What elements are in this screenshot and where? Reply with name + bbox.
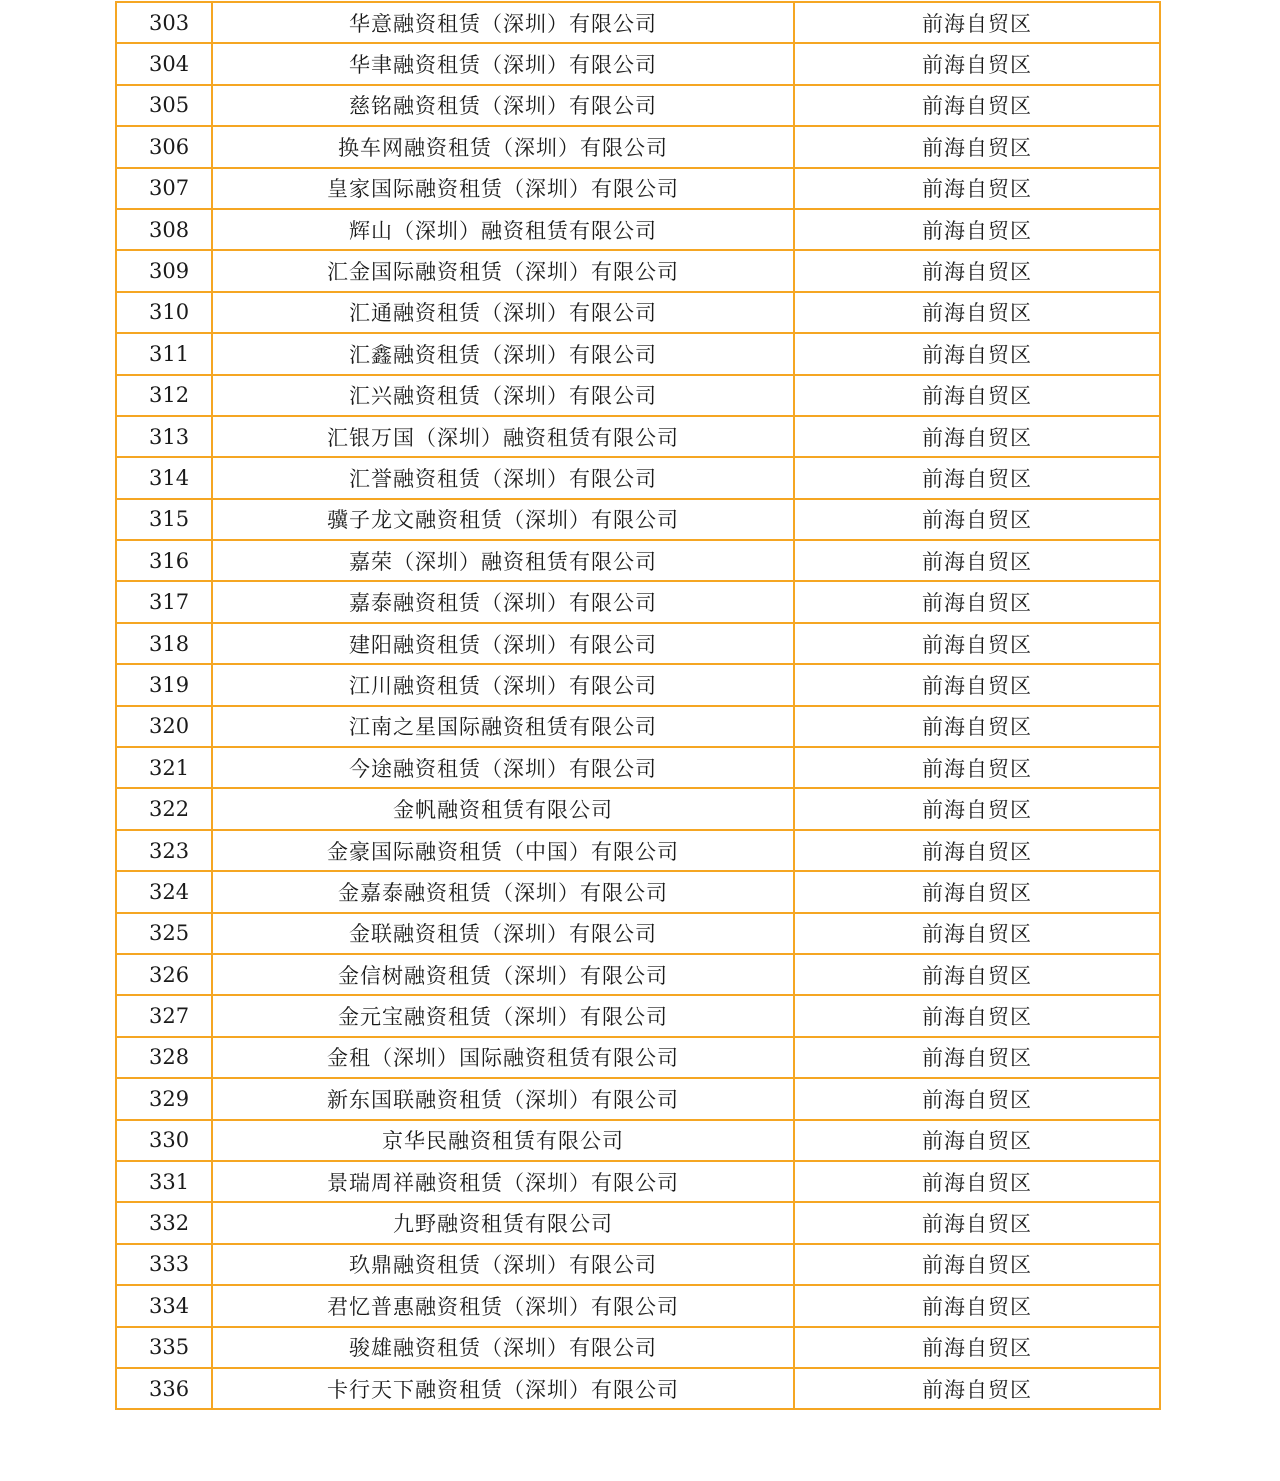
table-row [116, 954, 1160, 995]
table-row [116, 706, 1160, 747]
company-name: 金帆融资租赁有限公司 [212, 788, 794, 829]
table-row [116, 1202, 1160, 1243]
table-row [116, 1285, 1160, 1326]
table-row [116, 1368, 1160, 1409]
row-number: 315 [116, 499, 212, 540]
company-name: 辉山（深圳）融资租赁有限公司 [212, 209, 794, 250]
company-region: 前海自贸区 [794, 1037, 1160, 1078]
table-row [116, 2, 1160, 43]
company-name: 金信树融资租赁（深圳）有限公司 [212, 954, 794, 995]
row-number: 323 [116, 830, 212, 871]
company-name: 金租（深圳）国际融资租赁有限公司 [212, 1037, 794, 1078]
company-name: 嘉荣（深圳）融资租赁有限公司 [212, 540, 794, 581]
row-number: 318 [116, 623, 212, 664]
company-table [115, 1, 1161, 1410]
company-name: 景瑞周祥融资租赁（深圳）有限公司 [212, 1161, 794, 1202]
table-row [116, 995, 1160, 1036]
company-name: 金嘉泰融资租赁（深圳）有限公司 [212, 871, 794, 912]
company-region: 前海自贸区 [794, 747, 1160, 788]
table-row [116, 375, 1160, 416]
company-region: 前海自贸区 [794, 1078, 1160, 1119]
company-region: 前海自贸区 [794, 457, 1160, 498]
row-number: 316 [116, 540, 212, 581]
row-number: 335 [116, 1327, 212, 1368]
company-region: 前海自贸区 [794, 1368, 1160, 1409]
company-name: 汇兴融资租赁（深圳）有限公司 [212, 375, 794, 416]
table-row [116, 664, 1160, 705]
company-region: 前海自贸区 [794, 2, 1160, 43]
company-region: 前海自贸区 [794, 43, 1160, 84]
company-region: 前海自贸区 [794, 85, 1160, 126]
company-name: 慈铭融资租赁（深圳）有限公司 [212, 85, 794, 126]
row-number: 328 [116, 1037, 212, 1078]
table-row [116, 43, 1160, 84]
row-number: 326 [116, 954, 212, 995]
table-row [116, 457, 1160, 498]
company-name: 新东国联融资租赁（深圳）有限公司 [212, 1078, 794, 1119]
company-region: 前海自贸区 [794, 375, 1160, 416]
company-name: 江川融资租赁（深圳）有限公司 [212, 664, 794, 705]
row-number: 311 [116, 333, 212, 374]
row-number: 320 [116, 706, 212, 747]
table-row [116, 168, 1160, 209]
row-number: 331 [116, 1161, 212, 1202]
company-region: 前海自贸区 [794, 1285, 1160, 1326]
row-number: 317 [116, 581, 212, 622]
company-region: 前海自贸区 [794, 1161, 1160, 1202]
row-number: 321 [116, 747, 212, 788]
table-row [116, 540, 1160, 581]
company-region: 前海自贸区 [794, 830, 1160, 871]
company-name: 汇金国际融资租赁（深圳）有限公司 [212, 250, 794, 291]
company-region: 前海自贸区 [794, 788, 1160, 829]
table-row [116, 333, 1160, 374]
table-row [116, 499, 1160, 540]
row-number: 305 [116, 85, 212, 126]
company-name: 骏雄融资租赁（深圳）有限公司 [212, 1327, 794, 1368]
company-region: 前海自贸区 [794, 126, 1160, 167]
company-region: 前海自贸区 [794, 954, 1160, 995]
table-row [116, 1244, 1160, 1285]
company-name: 华聿融资租赁（深圳）有限公司 [212, 43, 794, 84]
company-name: 华意融资租赁（深圳）有限公司 [212, 2, 794, 43]
table-row [116, 623, 1160, 664]
company-region: 前海自贸区 [794, 581, 1160, 622]
row-number: 304 [116, 43, 212, 84]
company-region: 前海自贸区 [794, 706, 1160, 747]
company-region: 前海自贸区 [794, 623, 1160, 664]
row-number: 309 [116, 250, 212, 291]
row-number: 330 [116, 1120, 212, 1161]
table-row [116, 250, 1160, 291]
row-number: 303 [116, 2, 212, 43]
table-row [116, 1161, 1160, 1202]
company-region: 前海自贸区 [794, 333, 1160, 374]
table-row [116, 126, 1160, 167]
company-name: 汇鑫融资租赁（深圳）有限公司 [212, 333, 794, 374]
company-name: 君忆普惠融资租赁（深圳）有限公司 [212, 1285, 794, 1326]
table-row [116, 85, 1160, 126]
company-region: 前海自贸区 [794, 1244, 1160, 1285]
table-row [116, 830, 1160, 871]
table-row [116, 871, 1160, 912]
company-name: 卡行天下融资租赁（深圳）有限公司 [212, 1368, 794, 1409]
company-region: 前海自贸区 [794, 499, 1160, 540]
row-number: 307 [116, 168, 212, 209]
company-region: 前海自贸区 [794, 168, 1160, 209]
row-number: 322 [116, 788, 212, 829]
row-number: 310 [116, 292, 212, 333]
row-number: 334 [116, 1285, 212, 1326]
company-region: 前海自贸区 [794, 1327, 1160, 1368]
company-name: 京华民融资租赁有限公司 [212, 1120, 794, 1161]
company-name: 汇银万国（深圳）融资租赁有限公司 [212, 416, 794, 457]
row-number: 325 [116, 913, 212, 954]
row-number: 336 [116, 1368, 212, 1409]
company-name: 皇家国际融资租赁（深圳）有限公司 [212, 168, 794, 209]
company-name: 骥子龙文融资租赁（深圳）有限公司 [212, 499, 794, 540]
company-name: 嘉泰融资租赁（深圳）有限公司 [212, 581, 794, 622]
row-number: 327 [116, 995, 212, 1036]
table-row [116, 209, 1160, 250]
company-name: 金元宝融资租赁（深圳）有限公司 [212, 995, 794, 1036]
table-body [116, 2, 1160, 1409]
company-region: 前海自贸区 [794, 209, 1160, 250]
row-number: 308 [116, 209, 212, 250]
row-number: 314 [116, 457, 212, 498]
company-region: 前海自贸区 [794, 995, 1160, 1036]
table-row [116, 747, 1160, 788]
table-row [116, 913, 1160, 954]
company-region: 前海自贸区 [794, 1120, 1160, 1161]
company-region: 前海自贸区 [794, 292, 1160, 333]
company-name: 汇通融资租赁（深圳）有限公司 [212, 292, 794, 333]
row-number: 319 [116, 664, 212, 705]
table-row [116, 788, 1160, 829]
row-number: 324 [116, 871, 212, 912]
row-number: 312 [116, 375, 212, 416]
table-row [116, 1078, 1160, 1119]
table-row [116, 1037, 1160, 1078]
company-region: 前海自贸区 [794, 871, 1160, 912]
row-number: 329 [116, 1078, 212, 1119]
company-region: 前海自贸区 [794, 250, 1160, 291]
company-name: 建阳融资租赁（深圳）有限公司 [212, 623, 794, 664]
company-name: 金豪国际融资租赁（中国）有限公司 [212, 830, 794, 871]
company-name: 换车网融资租赁（深圳）有限公司 [212, 126, 794, 167]
row-number: 332 [116, 1202, 212, 1243]
company-name: 今途融资租赁（深圳）有限公司 [212, 747, 794, 788]
row-number: 306 [116, 126, 212, 167]
table-row [116, 1120, 1160, 1161]
row-number: 313 [116, 416, 212, 457]
row-number: 333 [116, 1244, 212, 1285]
company-region: 前海自贸区 [794, 913, 1160, 954]
company-name: 金联融资租赁（深圳）有限公司 [212, 913, 794, 954]
table-row [116, 292, 1160, 333]
table-row [116, 581, 1160, 622]
company-name: 玖鼎融资租赁（深圳）有限公司 [212, 1244, 794, 1285]
company-name: 九野融资租赁有限公司 [212, 1202, 794, 1243]
company-region: 前海自贸区 [794, 416, 1160, 457]
table-row [116, 416, 1160, 457]
company-region: 前海自贸区 [794, 1202, 1160, 1243]
company-region: 前海自贸区 [794, 664, 1160, 705]
company-name: 汇誉融资租赁（深圳）有限公司 [212, 457, 794, 498]
table-row [116, 1327, 1160, 1368]
company-name: 江南之星国际融资租赁有限公司 [212, 706, 794, 747]
company-region: 前海自贸区 [794, 540, 1160, 581]
